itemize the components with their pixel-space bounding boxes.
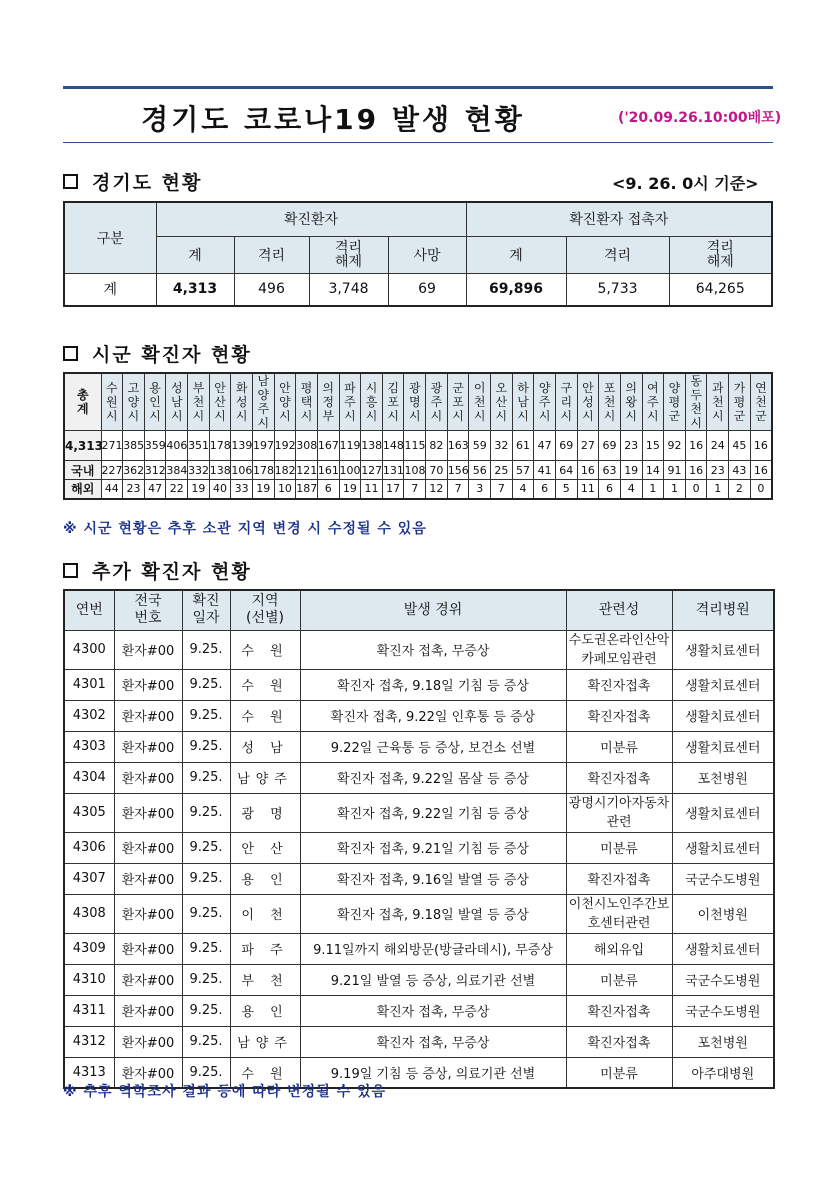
city-count-cell: 4 [620,480,642,499]
confirmed-isolation-value: 496 [234,273,309,306]
city-count-cell: 10 [274,480,296,499]
city-count-cell: 5 [555,480,577,499]
case-serial: 4308 [64,894,114,933]
case-hospital: 국군수도병원 [672,863,774,894]
city-count-cell: 3 [469,480,491,499]
city-count-cell: 1 [707,480,729,499]
city-header: 김 포 시 [382,373,404,431]
city-header: 광 명 시 [404,373,426,431]
case-national-id: 환자#00 [114,894,182,933]
city-header: 성 남 시 [166,373,188,431]
case-relation: 이천시노인주간보 호센터관련 [566,894,672,933]
city-header: 과 천 시 [707,373,729,431]
case-hospital: 포천병원 [672,762,774,793]
case-relation: 미분류 [566,1057,672,1088]
city-header: 가 평 군 [729,373,751,431]
case-serial: 4304 [64,762,114,793]
city-count-cell: 7 [447,480,469,499]
case-national-id: 환자#00 [114,933,182,964]
city-header: 여 주 시 [642,373,664,431]
deaths-value: 69 [388,273,466,306]
city-count-cell: 197 [252,431,274,461]
city-count-cell: 23 [123,480,145,499]
city-count-cell: 63 [599,461,621,480]
city-count-cell: 23 [707,461,729,480]
city-header: 안 산 시 [209,373,231,431]
section-heading-text: 시군 확진자 현황 [92,344,252,366]
city-count-cell: 359 [144,431,166,461]
city-count-cell: 12 [426,480,448,499]
case-row [64,863,774,894]
city-count-cell: 178 [209,431,231,461]
case-serial: 4303 [64,731,114,762]
case-date: 9.25. [182,1026,230,1057]
case-hospital: 생활치료센터 [672,669,774,700]
case-national-id: 환자#00 [114,793,182,832]
city-count-cell: 384 [166,461,188,480]
case-hospital: 생활치료센터 [672,700,774,731]
city-count-cell: 271 [101,431,123,461]
city-header: 안 양 시 [274,373,296,431]
city-count-cell: 45 [729,431,751,461]
col-contact-isolation: 격리 [566,236,669,273]
city-header: 하 남 시 [512,373,534,431]
city-header: 평 택 시 [296,373,318,431]
city-header: 안 성 시 [577,373,599,431]
city-count-cell: 308 [296,431,318,461]
city-count-cell: 59 [469,431,491,461]
city-count-cell: 156 [447,461,469,480]
city-row [64,461,772,480]
case-relation: 확진자접촉 [566,995,672,1026]
city-header: 양 평 군 [664,373,686,431]
case-route: 확진자 접촉, 9.22일 인후통 등 증상 [300,700,566,731]
title-top-rule [63,86,773,89]
city-count-cell: 16 [685,461,707,480]
gyeonggi-status-table [63,201,773,307]
city-count-cell: 178 [252,461,274,480]
case-row [64,832,774,863]
case-date: 9.25. [182,669,230,700]
city-row-label: 4,313 [64,431,101,461]
city-count-cell: 16 [750,431,772,461]
contact-released-value: 64,265 [669,273,772,306]
case-date: 9.25. [182,863,230,894]
case-hospital: 국군수도병원 [672,964,774,995]
city-count-cell: 19 [188,480,210,499]
city-count-cell: 138 [209,461,231,480]
case-row [64,731,774,762]
additional-cases-table [63,589,775,1089]
case-region: 수 원 [230,669,300,700]
city-header: 시 흥 시 [361,373,383,431]
case-route: 9.11일까지 해외방문(방글라데시), 무증상 [300,933,566,964]
case-national-id: 환자#00 [114,995,182,1026]
case-region: 성 남 [230,731,300,762]
city-header: 용 인 시 [144,373,166,431]
case-serial: 4310 [64,964,114,995]
case-route: 확진자 접촉, 9.18일 기침 등 증상 [300,669,566,700]
city-count-cell: 312 [144,461,166,480]
case-route: 9.22일 근육통 등 증상, 보건소 선별 [300,731,566,762]
case-relation: 확진자접촉 [566,762,672,793]
city-count-cell: 167 [317,431,339,461]
case-route: 9.19일 기침 등 증상, 의료기관 선별 [300,1057,566,1088]
case-date: 9.25. [182,995,230,1026]
case-region: 용 인 [230,863,300,894]
release-date: ('20.09.26.10:00배포) [618,110,782,126]
city-count-cell: 41 [534,461,556,480]
city-count-cell: 6 [317,480,339,499]
city-count-cell: 0 [750,480,772,499]
city-count-cell: 69 [599,431,621,461]
case-hospital: 포천병원 [672,1026,774,1057]
city-count-cell: 19 [339,480,361,499]
case-national-id: 환자#00 [114,863,182,894]
city-count-cell: 131 [382,461,404,480]
case-national-id: 환자#00 [114,1026,182,1057]
contact-isolation-value: 5,733 [566,273,669,306]
case-hospital: 이천병원 [672,894,774,933]
city-count-cell: 351 [188,431,210,461]
case-region: 부 천 [230,964,300,995]
city-count-cell: 7 [404,480,426,499]
city-count-cell: 108 [404,461,426,480]
case-national-id: 환자#00 [114,630,182,669]
city-header: 광 주 시 [426,373,448,431]
city-count-cell: 182 [274,461,296,480]
city-count-cell: 16 [750,461,772,480]
case-row [64,995,774,1026]
case-serial: 4309 [64,933,114,964]
city-count-cell: 61 [512,431,534,461]
city-header: 포 천 시 [599,373,621,431]
header-region: 지역 (선별) [230,590,300,630]
case-date: 9.25. [182,630,230,669]
total-corner-header: 총 계 [64,373,101,431]
checkbox-square-icon [63,563,78,578]
city-header: 동 두 천 시 [685,373,707,431]
section-heading-text: 경기도 현황 [92,172,203,194]
city-count-cell: 148 [382,431,404,461]
city-count-cell: 187 [296,480,318,499]
city-count-cell: 16 [685,431,707,461]
city-count-cell: 2 [729,480,751,499]
city-count-cell: 44 [101,480,123,499]
city-count-cell: 385 [123,431,145,461]
case-serial: 4305 [64,793,114,832]
document-title: 경기도 코로나19 발생 현황 [141,103,525,136]
city-header: 이 천 시 [469,373,491,431]
city-header: 파 주 시 [339,373,361,431]
city-row-label: 해외 [64,480,101,499]
city-count-cell: 4 [512,480,534,499]
city-header: 군 포 시 [447,373,469,431]
case-relation: 확진자접촉 [566,1026,672,1057]
case-national-id: 환자#00 [114,832,182,863]
city-header: 오 산 시 [491,373,513,431]
case-row [64,700,774,731]
case-row [64,1026,774,1057]
city-count-cell: 119 [339,431,361,461]
case-serial: 4302 [64,700,114,731]
city-count-cell: 121 [296,461,318,480]
case-hospital: 국군수도병원 [672,995,774,1026]
col-contact-released: 격리 해제 [669,236,772,273]
case-route: 9.21일 발열 등 증상, 의료기관 선별 [300,964,566,995]
case-row [64,793,774,832]
checkbox-square-icon [63,174,78,189]
case-row [64,630,774,669]
city-count-cell: 332 [188,461,210,480]
city-count-cell: 1 [664,480,686,499]
city-count-cell: 43 [729,461,751,480]
case-serial: 4300 [64,630,114,669]
header-relation: 관련성 [566,590,672,630]
city-count-cell: 91 [664,461,686,480]
case-date: 9.25. [182,731,230,762]
case-hospital: 생활치료센터 [672,832,774,863]
header-route: 발생 경위 [300,590,566,630]
city-count-cell: 14 [642,461,664,480]
case-hospital: 생활치료센터 [672,630,774,669]
city-count-cell: 7 [491,480,513,499]
case-region: 수 원 [230,700,300,731]
case-national-id: 환자#00 [114,1057,182,1088]
col-deaths: 사망 [388,236,466,273]
case-route: 확진자 접촉, 9.21일 기침 등 증상 [300,832,566,863]
city-count-cell: 32 [491,431,513,461]
case-region: 수 원 [230,630,300,669]
header-national-no: 전국 번호 [114,590,182,630]
case-date: 9.25. [182,894,230,933]
case-hospital: 생활치료센터 [672,933,774,964]
city-count-cell: 1 [642,480,664,499]
case-route: 확진자 접촉, 무증상 [300,995,566,1026]
city-row-label: 국내 [64,461,101,480]
contact-group-header: 확진환자 접촉자 [466,202,772,236]
city-count-cell: 92 [664,431,686,461]
case-route: 확진자 접촉, 9.22일 기침 등 증상 [300,793,566,832]
city-header: 화 성 시 [231,373,253,431]
case-hospital: 생활치료센터 [672,793,774,832]
case-route: 확진자 접촉, 9.16일 발열 등 증상 [300,863,566,894]
case-route: 확진자 접촉, 9.18일 발열 등 증상 [300,894,566,933]
city-count-cell: 16 [577,461,599,480]
case-date: 9.25. [182,700,230,731]
case-date: 9.25. [182,832,230,863]
city-count-cell: 33 [231,480,253,499]
basis-time: <9. 26. 0시 기준> [612,174,759,193]
city-count-cell: 19 [252,480,274,499]
case-national-id: 환자#00 [114,964,182,995]
case-date: 9.25. [182,964,230,995]
section-city-status-heading [63,340,252,367]
city-header: 수 원 시 [101,373,123,431]
case-relation: 확진자접촉 [566,700,672,731]
city-header: 구 리 시 [555,373,577,431]
section-gyeonggi-status-heading [63,168,202,195]
city-count-cell: 82 [426,431,448,461]
contact-total-value: 69,896 [466,273,566,306]
case-hospital: 생활치료센터 [672,731,774,762]
city-header: 남 양 주 시 [252,373,274,431]
confirmed-group-header: 확진환자 [156,202,466,236]
case-route: 확진자 접촉, 무증상 [300,630,566,669]
city-count-cell: 6 [534,480,556,499]
case-region: 용 인 [230,995,300,1026]
case-row [64,762,774,793]
case-date: 9.25. [182,933,230,964]
row-total-label: 계 [64,273,156,306]
case-serial: 4312 [64,1026,114,1057]
city-status-table [63,372,773,500]
case-relation: 미분류 [566,832,672,863]
case-region: 파 주 [230,933,300,964]
case-relation: 미분류 [566,731,672,762]
city-header: 의 왕 시 [620,373,642,431]
case-date: 9.25. [182,1057,230,1088]
city-count-cell: 11 [361,480,383,499]
city-count-cell: 161 [317,461,339,480]
case-region: 수 원 [230,1057,300,1088]
case-region: 남양주 [230,1026,300,1057]
city-count-cell: 22 [166,480,188,499]
city-status-note: ※ 시군 현황은 추후 소관 지역 변경 시 수정될 수 있음 [63,521,427,537]
city-header: 의 정 부 [317,373,339,431]
case-hospital: 아주대병원 [672,1057,774,1088]
city-count-cell: 115 [404,431,426,461]
city-count-cell: 15 [642,431,664,461]
title-bottom-rule [63,142,773,143]
city-row [64,431,772,461]
case-region: 남양주 [230,762,300,793]
city-count-cell: 227 [101,461,123,480]
city-count-cell: 69 [555,431,577,461]
city-count-cell: 192 [274,431,296,461]
case-relation: 미분류 [566,964,672,995]
col-confirmed-total: 계 [156,236,234,273]
case-national-id: 환자#00 [114,669,182,700]
city-count-cell: 163 [447,431,469,461]
section-heading-text: 추가 확진자 현황 [92,561,252,583]
case-date: 9.25. [182,762,230,793]
case-national-id: 환자#00 [114,731,182,762]
case-row [64,669,774,700]
case-serial: 4301 [64,669,114,700]
city-count-cell: 25 [491,461,513,480]
case-row [64,964,774,995]
city-header: 부 천 시 [188,373,210,431]
col-confirmed-released: 격리 해제 [309,236,388,273]
case-row [64,933,774,964]
city-count-cell: 47 [534,431,556,461]
city-count-cell: 127 [361,461,383,480]
case-serial: 4306 [64,832,114,863]
case-date: 9.25. [182,793,230,832]
header-serial-no: 연번 [64,590,114,630]
case-relation: 확진자접촉 [566,863,672,894]
city-header: 양 주 시 [534,373,556,431]
checkbox-square-icon [63,346,78,361]
city-count-cell: 362 [123,461,145,480]
case-region: 광 명 [230,793,300,832]
city-count-cell: 139 [231,431,253,461]
city-count-cell: 0 [685,480,707,499]
case-serial: 4313 [64,1057,114,1088]
city-count-cell: 56 [469,461,491,480]
city-count-cell: 106 [231,461,253,480]
city-count-cell: 64 [555,461,577,480]
city-count-cell: 11 [577,480,599,499]
header-confirm-date: 확진 일자 [182,590,230,630]
confirmed-total-value: 4,313 [156,273,234,306]
case-relation: 광명시기아자동차 관련 [566,793,672,832]
city-count-cell: 19 [620,461,642,480]
city-count-cell: 47 [144,480,166,499]
confirmed-released-value: 3,748 [309,273,388,306]
case-region: 이 천 [230,894,300,933]
city-count-cell: 406 [166,431,188,461]
city-count-cell: 23 [620,431,642,461]
case-relation: 확진자접촉 [566,669,672,700]
col-contact-total: 계 [466,236,566,273]
case-route: 확진자 접촉, 9.22일 몸살 등 증상 [300,762,566,793]
additional-cases-note: ※ 추후 역학조사 결과 등에 따라 변경될 수 있음 [63,1084,387,1100]
case-row [64,894,774,933]
case-relation: 수도권온라인산악 카페모임관련 [566,630,672,669]
header-hospital: 격리병원 [672,590,774,630]
section-additional-cases-heading [63,557,252,584]
col-confirmed-isolation: 격리 [234,236,309,273]
case-serial: 4311 [64,995,114,1026]
case-national-id: 환자#00 [114,700,182,731]
case-region: 안 산 [230,832,300,863]
city-count-cell: 17 [382,480,404,499]
group-header: 구분 [64,202,156,273]
city-count-cell: 57 [512,461,534,480]
case-serial: 4307 [64,863,114,894]
city-count-cell: 70 [426,461,448,480]
city-header: 고 양 시 [123,373,145,431]
case-national-id: 환자#00 [114,762,182,793]
city-header: 연 천 군 [750,373,772,431]
city-count-cell: 100 [339,461,361,480]
city-count-cell: 27 [577,431,599,461]
city-count-cell: 40 [209,480,231,499]
case-relation: 해외유입 [566,933,672,964]
city-count-cell: 6 [599,480,621,499]
city-row [64,480,772,499]
case-route: 확진자 접촉, 무증상 [300,1026,566,1057]
city-count-cell: 138 [361,431,383,461]
city-count-cell: 24 [707,431,729,461]
